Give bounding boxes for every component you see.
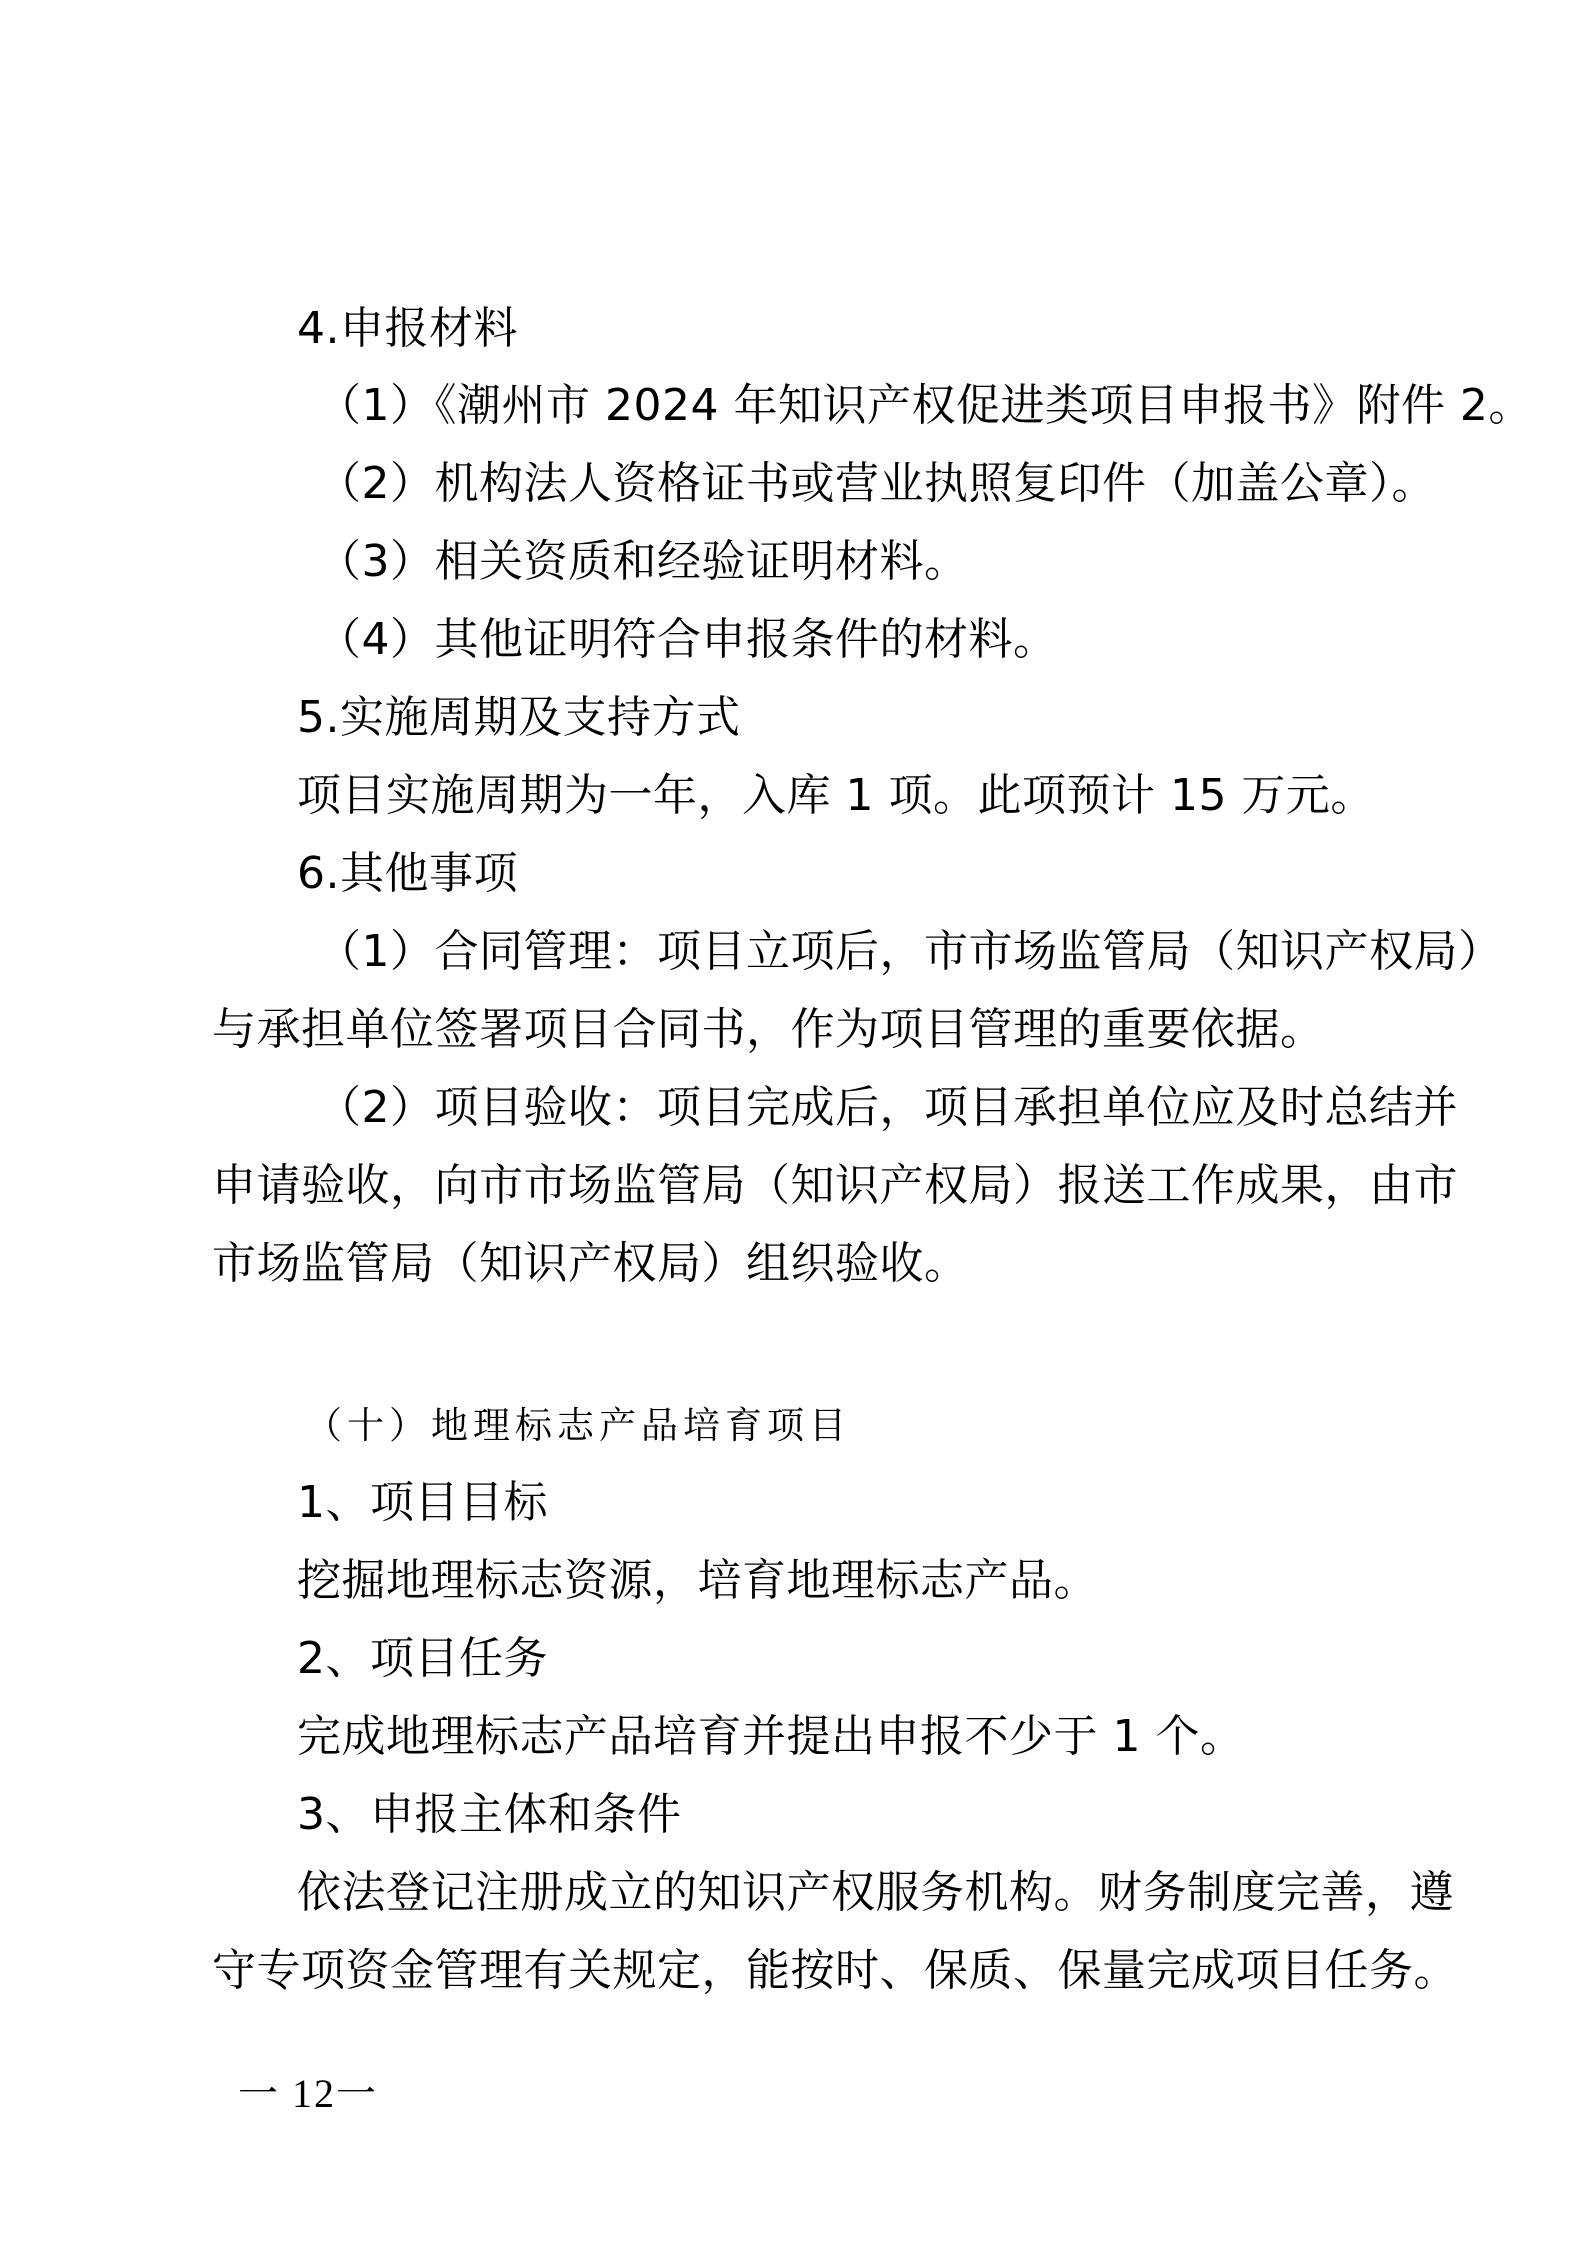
project-subject-text-line-1: 依法登记注册成立的知识产权服务机构。财务制度完善，遵 [297,1867,1454,1918]
section-6-item-2-line-1: （2）项目验收：项目完成后，项目承担单位应及时总结并 [317,1082,1458,1133]
project-goal-text: 挖掘地理标志资源，培育地理标志产品。 [297,1555,1098,1606]
section-4-item-1: （1）《潮州市 2024 年知识产权促进类项目申报书》附件 2。 [317,380,1533,431]
project-task-heading: 2、项目任务 [297,1633,548,1684]
section-6-item-1-line-2: 与承担单位签署项目合同书，作为项目管理的重要依据。 [212,1004,1325,1055]
section-6-item-2-line-3: 市场监管局（知识产权局）组织验收。 [212,1238,969,1289]
section-4-heading: 4.申报材料 [297,303,518,354]
project-goal-heading: 1、项目目标 [297,1477,548,1528]
project-10-title: （十）地理标志产品培育项目 [305,1404,851,1447]
project-task-text: 完成地理标志产品培育并提出申报不少于 1 个。 [297,1711,1245,1762]
section-6-item-2-line-2: 申请验收，向市市场监管局（知识产权局）报送工作成果，由市 [212,1160,1458,1211]
page-number: 一 12一 [238,2071,378,2116]
project-subject-text-line-2: 守专项资金管理有关规定，能按时、保质、保量完成项目任务。 [212,1945,1458,1996]
section-4-item-4: （4）其他证明符合申报条件的材料。 [317,614,1058,665]
section-4-item-3: （3）相关资质和经验证明材料。 [317,536,969,587]
section-6-item-1-line-1: （1）合同管理：项目立项后，市市场监管局（知识产权局） [317,926,1503,977]
section-4-item-2: （2）机构法人资格证书或营业执照复印件（加盖公章）。 [317,458,1436,509]
section-5-text: 项目实施周期为一年，入库 1 项。此项预计 15 万元。 [297,770,1375,821]
section-5-heading: 5.实施周期及支持方式 [297,692,741,743]
section-6-heading: 6.其他事项 [297,848,518,899]
project-subject-heading: 3、申报主体和条件 [297,1789,682,1840]
